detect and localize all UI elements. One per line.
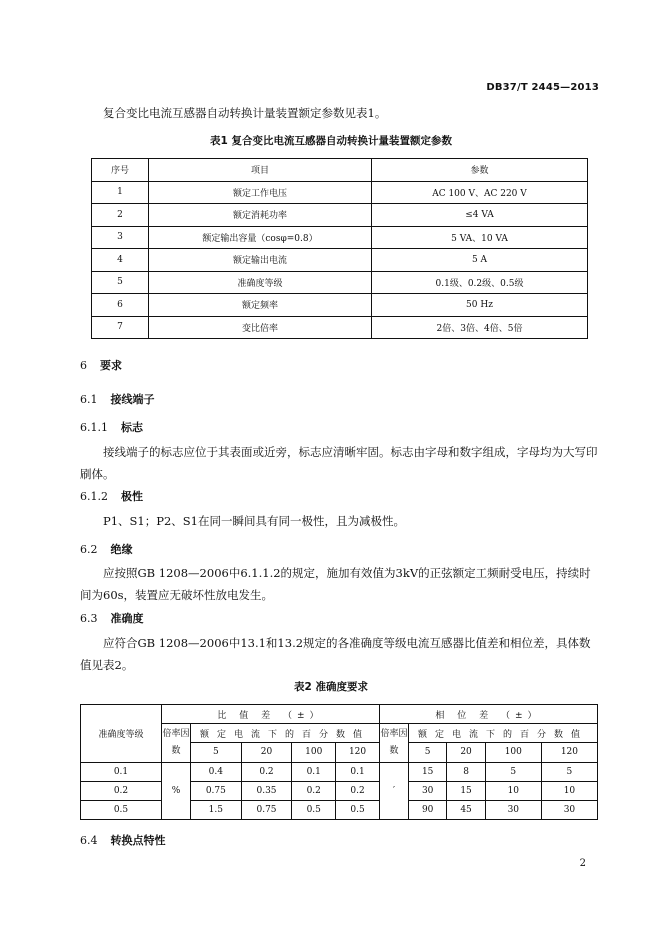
section-6-1-2-heading xyxy=(80,488,143,504)
table-header-row xyxy=(81,705,598,724)
phase-factor-header: 倍率因数 xyxy=(379,724,408,762)
section-6-heading xyxy=(80,357,122,373)
cell: 2倍、3倍、4倍、5倍 xyxy=(372,316,588,339)
cell: 1 xyxy=(92,181,149,204)
table-row xyxy=(92,226,588,249)
table-row xyxy=(81,762,598,781)
ratio-unit-cell: % xyxy=(162,762,191,820)
cell: 30 xyxy=(541,800,597,819)
ratio-factor-header: 倍率因数 xyxy=(162,724,191,762)
percent-cell: 120 xyxy=(336,743,380,762)
cell: 15 xyxy=(447,781,485,800)
table-row xyxy=(81,781,598,800)
section-number: 6.1 xyxy=(80,393,98,406)
phase-error-group-header: 相 位 差 （±） xyxy=(379,705,597,724)
table2-caption: 表2 准确度要求 xyxy=(294,681,368,693)
page-number: 2 xyxy=(579,858,586,869)
cell: 0.1 xyxy=(336,762,380,781)
ratio-error-group-header: 比 值 差 （±） xyxy=(162,705,380,724)
cell: 0.2 xyxy=(336,781,380,800)
cell: 0.2 xyxy=(241,762,292,781)
cell: 5 A xyxy=(372,249,588,272)
section-number: 6.2 xyxy=(80,543,98,556)
section-6-4-heading xyxy=(80,832,166,848)
section-6-3-heading xyxy=(80,610,144,626)
intro-paragraph: 复合变比电流互感器自动转换计量装置额定参数见表1。 xyxy=(103,106,387,120)
class-cell: 0.1 xyxy=(81,762,162,781)
phase-percent-subheader: 额定电流下的百分数值 xyxy=(408,724,597,743)
ratio-percent-subheader: 额定电流下的百分数值 xyxy=(191,724,380,743)
polarity-paragraph: P1、S1；P2、S1在同一瞬间具有同一极性，且为减极性。 xyxy=(103,514,405,528)
table-header-row xyxy=(92,159,588,182)
section-number: 6.3 xyxy=(80,612,98,625)
header-cell: 项目 xyxy=(149,159,372,182)
section-title: 极性 xyxy=(121,490,143,503)
section-title: 转换点特性 xyxy=(110,834,166,847)
percent-cell: 120 xyxy=(541,743,597,762)
percent-cell: 20 xyxy=(447,743,485,762)
section-title: 准确度 xyxy=(110,612,144,625)
section-number: 6.1.2 xyxy=(80,490,108,503)
cell: 0.35 xyxy=(241,781,292,800)
cell: 0.1级、0.2级、0.5级 xyxy=(372,271,588,294)
class-cell: 0.5 xyxy=(81,800,162,819)
cell: 5 xyxy=(541,762,597,781)
section-number: 6.1.1 xyxy=(80,421,108,434)
cell: 90 xyxy=(408,800,446,819)
cell: 5 VA、10 VA xyxy=(372,226,588,249)
cell: 额定输出容量（cosφ=0.8） xyxy=(149,226,372,249)
rated-parameters-table xyxy=(91,158,588,339)
cell: 2 xyxy=(92,204,149,227)
percent-cell: 100 xyxy=(485,743,541,762)
section-number: 6.4 xyxy=(80,834,98,847)
cell: 额定工作电压 xyxy=(149,181,372,204)
cell: 3 xyxy=(92,226,149,249)
cell: AC 100 V、AC 220 V xyxy=(372,181,588,204)
cell: 10 xyxy=(541,781,597,800)
table-row xyxy=(92,294,588,317)
cell: 额定消耗功率 xyxy=(149,204,372,227)
table-row xyxy=(92,204,588,227)
cell: 30 xyxy=(408,781,446,800)
section-title: 要求 xyxy=(100,359,122,372)
cell: 1.5 xyxy=(191,800,242,819)
percent-cell: 20 xyxy=(241,743,292,762)
section-title: 接线端子 xyxy=(110,393,155,406)
accuracy-requirements-table xyxy=(80,704,598,820)
table-row xyxy=(92,181,588,204)
accuracy-paragraph: 应符合GB 1208—2006中13.1和13.2规定的各准确度等级电流互感器比值差和相位差，具体数值见表2。 xyxy=(80,636,591,672)
phase-unit-cell: ′ xyxy=(379,762,408,820)
cell: 额定频率 xyxy=(149,294,372,317)
cell: ≤4 VA xyxy=(372,204,588,227)
cell: 5 xyxy=(92,271,149,294)
cell: 0.75 xyxy=(241,800,292,819)
section-title: 标志 xyxy=(121,421,143,434)
section-6-1-heading xyxy=(80,391,155,407)
terminal-marking-paragraph: 接线端子的标志应位于其表面或近旁，标志应清晰牢固。标志由字母和数字组成，字母均为大写印刷体。 xyxy=(80,445,598,481)
cell: 30 xyxy=(485,800,541,819)
table-row xyxy=(81,800,598,819)
table-row xyxy=(92,316,588,339)
class-cell: 0.2 xyxy=(81,781,162,800)
cell: 7 xyxy=(92,316,149,339)
percent-cell: 5 xyxy=(191,743,242,762)
table-row xyxy=(92,271,588,294)
insulation-paragraph: 应按照GB 1208—2006中6.1.1.2的规定，施加有效值为3kV的正弦额定工频耐受电压，持续时间为60s，装置应无破坏性放电发生。 xyxy=(80,566,591,602)
header-cell: 参数 xyxy=(372,159,588,182)
section-6-2-heading xyxy=(80,541,133,557)
percent-cell: 5 xyxy=(408,743,446,762)
cell: 45 xyxy=(447,800,485,819)
cell: 0.4 xyxy=(191,762,242,781)
cell: 准确度等级 xyxy=(149,271,372,294)
cell: 额定输出电流 xyxy=(149,249,372,272)
cell: 4 xyxy=(92,249,149,272)
table-row xyxy=(92,249,588,272)
document-code-header: DB37/T 2445—2013 xyxy=(486,82,599,93)
cell: 0.2 xyxy=(292,781,336,800)
cell: 8 xyxy=(447,762,485,781)
cell: 变比倍率 xyxy=(149,316,372,339)
section-title: 绝缘 xyxy=(110,543,133,556)
table1-caption: 表1 复合变比电流互感器自动转换计量装置额定参数 xyxy=(210,135,452,147)
cell: 15 xyxy=(408,762,446,781)
accuracy-class-header: 准确度等级 xyxy=(81,705,162,763)
cell: 6 xyxy=(92,294,149,317)
cell: 10 xyxy=(485,781,541,800)
cell: 0.5 xyxy=(292,800,336,819)
header-cell: 序号 xyxy=(92,159,149,182)
cell: 5 xyxy=(485,762,541,781)
cell: 0.5 xyxy=(336,800,380,819)
cell: 50 Hz xyxy=(372,294,588,317)
percent-cell: 100 xyxy=(292,743,336,762)
cell: 0.1 xyxy=(292,762,336,781)
section-number: 6 xyxy=(80,359,87,372)
section-6-1-1-heading xyxy=(80,419,143,435)
cell: 0.75 xyxy=(191,781,242,800)
